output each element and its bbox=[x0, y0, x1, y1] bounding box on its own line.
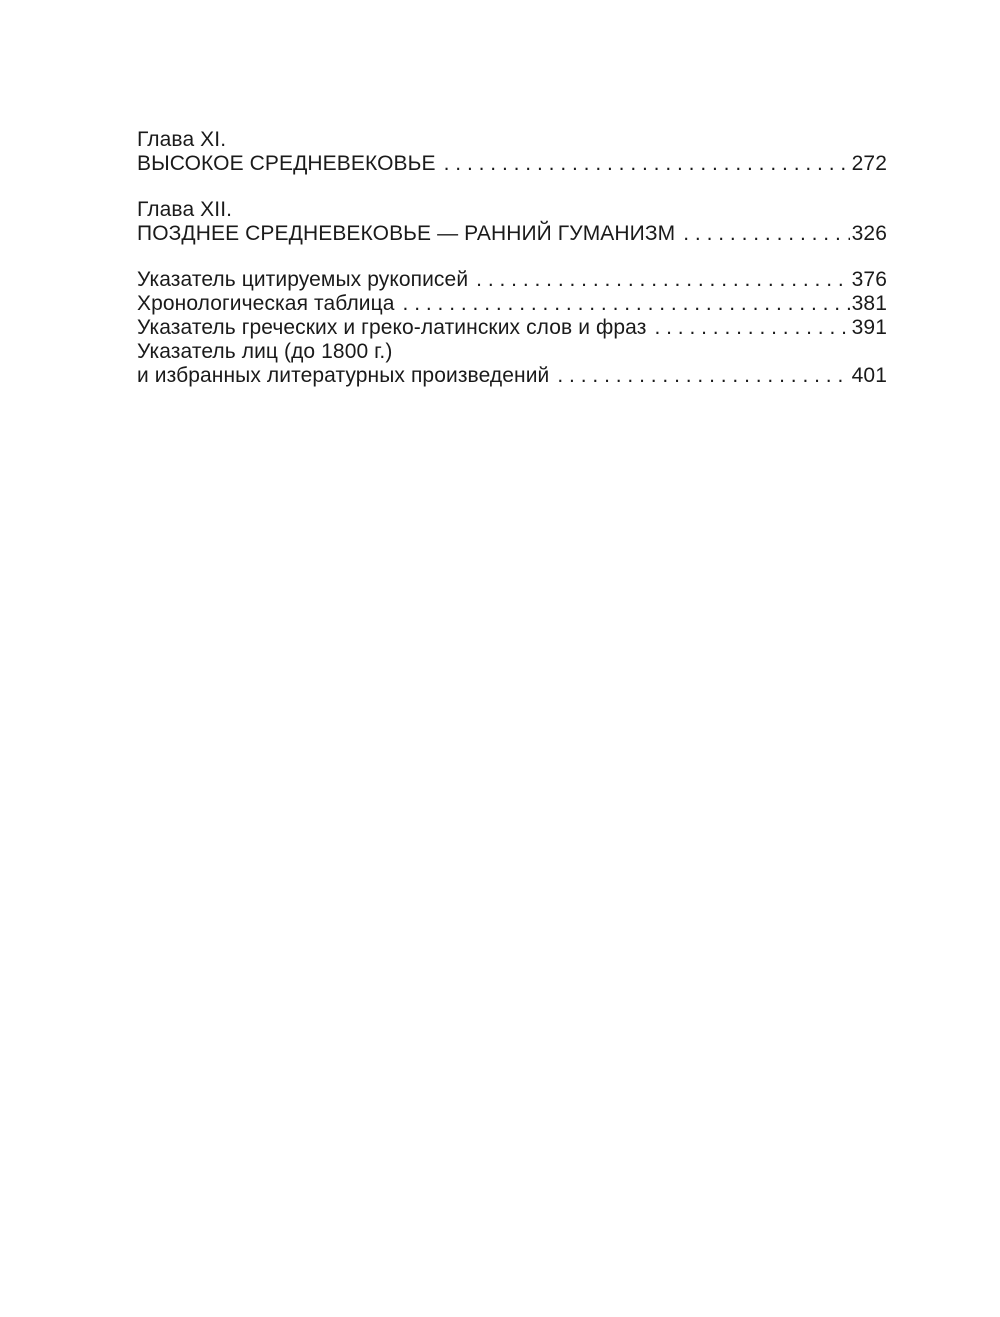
dot-leader bbox=[557, 364, 849, 388]
dot-leader bbox=[683, 222, 849, 246]
page-number: 272 bbox=[851, 152, 887, 175]
page-number: 326 bbox=[851, 222, 887, 245]
page-number: 376 bbox=[851, 268, 887, 291]
entry-title-line1: Указатель лиц (до 1800 г.) bbox=[137, 340, 393, 363]
chapter-title: ПОЗДНЕЕ СРЕДНЕВЕКОВЬЕ — РАННИЙ ГУМАНИЗМ bbox=[137, 222, 676, 245]
entry-title-line2: и избранных литературных произведений bbox=[137, 364, 550, 387]
toc-entry-persons-index[interactable] bbox=[137, 364, 887, 388]
toc-indexes bbox=[137, 268, 887, 388]
chapter-title: ВЫСОКОЕ СРЕДНЕВЕКОВЬЕ bbox=[137, 152, 436, 175]
entry-title: Указатель греческих и греко-латинских слов и фраз bbox=[137, 316, 647, 339]
toc-entry-manuscripts-index[interactable] bbox=[137, 268, 887, 292]
dot-leader bbox=[403, 292, 850, 316]
page-number: 391 bbox=[851, 316, 887, 339]
page-number: 401 bbox=[851, 364, 887, 387]
toc-chapter-xii bbox=[137, 198, 887, 246]
table-of-contents bbox=[137, 128, 887, 388]
page-number: 381 bbox=[851, 292, 887, 315]
chapter-label: Глава XII. bbox=[137, 198, 233, 221]
toc-entry-greek-index[interactable] bbox=[137, 316, 887, 340]
toc-entry[interactable] bbox=[137, 152, 887, 176]
toc-entry[interactable] bbox=[137, 222, 887, 246]
dot-leader bbox=[444, 152, 850, 176]
chapter-label: Глава XI. bbox=[137, 128, 227, 151]
entry-title: Указатель цитируемых рукописей bbox=[137, 268, 469, 291]
dot-leader bbox=[476, 268, 850, 292]
toc-chapter-xi bbox=[137, 128, 887, 176]
toc-entry-chronology[interactable] bbox=[137, 292, 887, 316]
dot-leader bbox=[654, 316, 849, 340]
entry-title: Хронологическая таблица bbox=[137, 292, 395, 315]
